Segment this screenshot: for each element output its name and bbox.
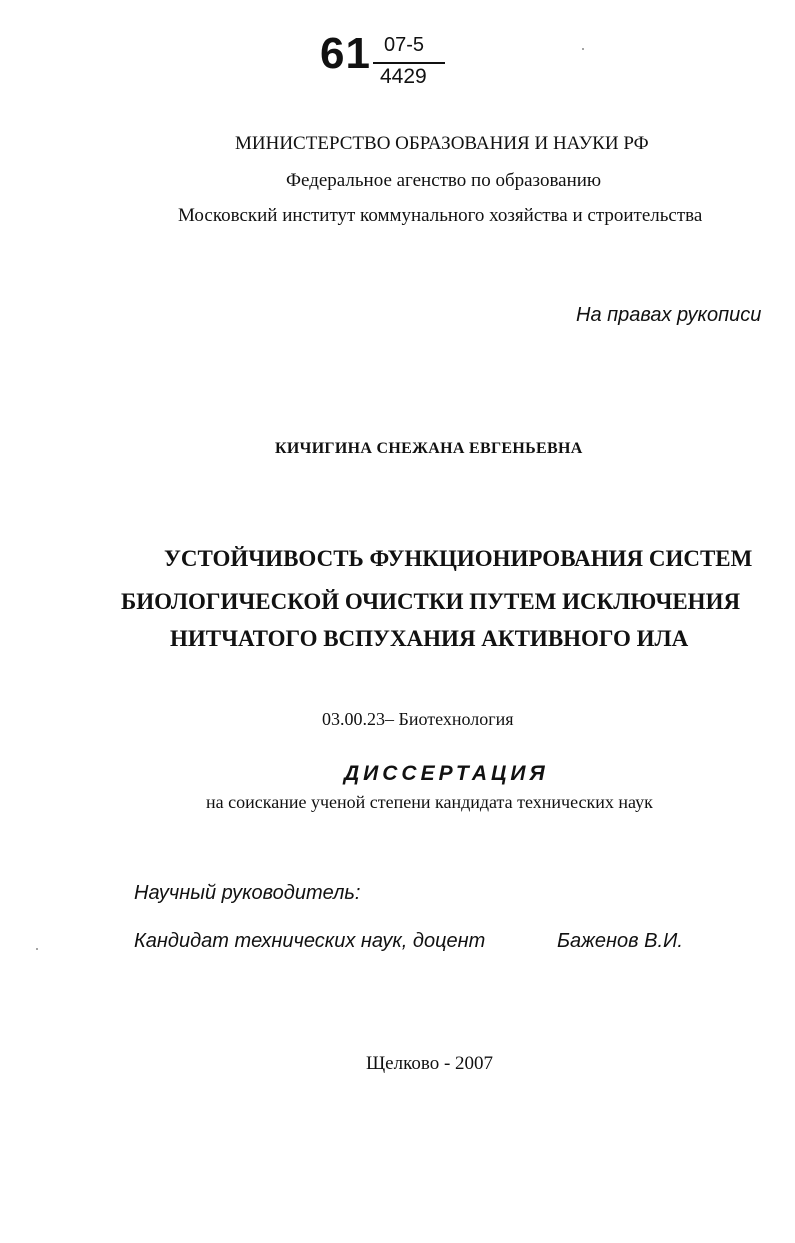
dissertation-label: ДИССЕРТАЦИЯ	[344, 762, 549, 785]
stamp-numerator: 07-5	[384, 34, 425, 56]
stamp-fraction-line	[373, 62, 445, 64]
agency-name: Федеральное агенство по образованию	[286, 170, 602, 191]
degree-description: на соискание ученой степени кандидата технических наук	[206, 792, 653, 812]
dissertation-title-line-1: УСТОЙЧИВОСТЬ ФУНКЦИОНИРОВАНИЯ СИСТЕМ	[164, 546, 753, 571]
institute-name: Московский институт коммунального хозяйства и строительства	[178, 205, 703, 226]
supervisor-title: Кандидат технических наук, доцент	[134, 930, 486, 952]
ministry-name: МИНИСТЕРСТВО ОБРАЗОВАНИЯ И НАУКИ РФ	[235, 133, 649, 154]
scan-speck	[582, 48, 584, 50]
dissertation-title-line-3: НИТЧАТОГО ВСПУХАНИЯ АКТИВНОГО ИЛА	[170, 626, 689, 651]
supervisor-name: Баженов В.И.	[557, 930, 683, 952]
rights-note: На правах рукописи	[576, 304, 762, 326]
dissertation-title-line-2: БИОЛОГИЧЕСКОЙ ОЧИСТКИ ПУТЕМ ИСКЛЮЧЕНИЯ	[121, 589, 741, 614]
specialty-code: 03.00.23– Биотехнология	[322, 709, 514, 729]
place-and-year: Щелково - 2007	[366, 1053, 494, 1074]
author-name: КИЧИГИНА СНЕЖАНА ЕВГЕНЬЕВНА	[275, 440, 583, 457]
stamp-denominator: 4429	[380, 65, 427, 88]
stamp-number: 61	[320, 29, 371, 78]
scan-speck	[36, 948, 38, 950]
supervisor-label: Научный руководитель:	[134, 882, 361, 904]
